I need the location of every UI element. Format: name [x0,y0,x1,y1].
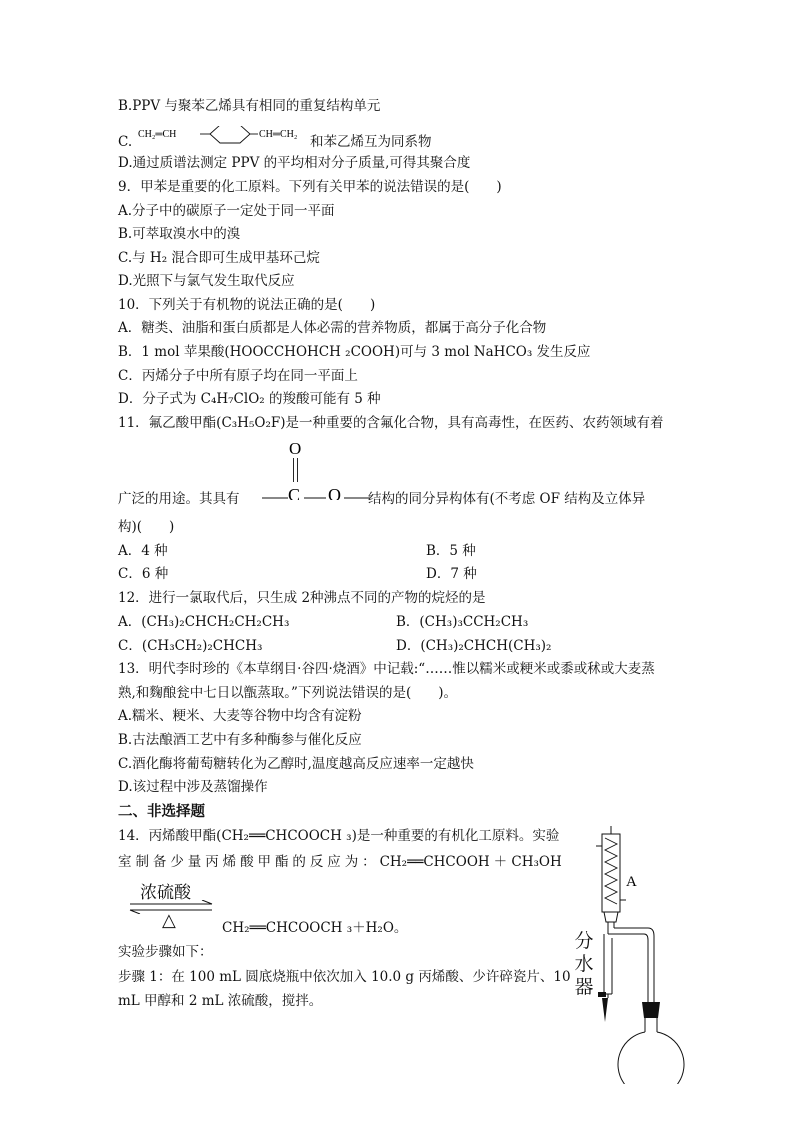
q12-stem: 12．进行一氯取代后，只生成 2种沸点不同的产物的烷烃的是 [118,590,486,606]
q14-line2-segment: 酸 [240,854,254,870]
q14-line2-segment: 甲 [257,854,271,870]
q10-stem: 10．下列关于有机物的说法正确的是( ) [118,297,376,313]
q14-line2-segment: 反 [309,854,324,870]
q14-line2-segment: ： [362,854,376,870]
q14-line2-segment: 酯 [274,854,289,870]
q9-option-b: B.可萃取溴水中的溴 [118,226,241,242]
condenser-label-a: A [626,874,637,890]
q13-option-c: C.酒化酶将葡萄糖转化为乙醇时,温度越高反应速率一定越快 [118,756,474,772]
ester-carbon: C [288,485,301,500]
q8-option-c-text: 和苯乙烯互为同系物 [310,134,432,150]
q9-option-c: C.与 H₂ 混合即可生成甲基环己烷 [118,250,320,266]
q14-line2-segment: CH₂══CHCOOH [379,854,490,870]
q14-line2-segment: 的 [292,854,306,870]
ester-carbonyl-oxygen: O [289,439,302,458]
q8-option-c-label: C. [118,134,133,150]
q12-option-c: C．(CH₃CH₂)₂CHCH₃ [118,638,263,654]
q10-option-c: C．丙烯分子中所有原子均在同一平面上 [118,368,358,384]
q12-option-a: A．(CH₃)₂CHCH₂CH₂CH₃ [118,614,290,630]
q8-option-d: D.通过质谱法测定 PPV 的平均相对分子质量,可得其聚合度 [118,155,471,171]
q9-stem: 9．甲苯是重要的化工原料。下列有关甲苯的说法错误的是( ) [118,179,502,195]
divinylbenzene-structure [136,126,306,152]
q11-stem-line3: 构)( ) [118,519,175,535]
q14-steps-title: 实验步骤如下： [118,944,213,960]
water-separator-char-1: 分 [574,930,594,952]
q8-option-b: B.PPV 与聚苯乙烯具有相同的重复结构单元 [118,98,381,114]
q14-step1-line1: 步骤 1：在 100 mL 圆底烧瓶中依次加入 10.0 g 丙烯酸、少许碎瓷片、10 [118,969,571,985]
q14-line2-segment: ＋ CH₃OH [493,854,562,870]
q12-option-d: D．(CH₃)₂CHCH(CH₃)₂ [396,638,552,654]
water-separator-char-2: 水 [574,953,594,975]
q14-line2-segment: 应 [327,854,341,870]
q11-option-b: B．5 种 [426,543,476,559]
q10-option-d: D．分子式为 C₄H₇ClO₂ 的羧酸可能有 5 种 [118,391,381,407]
q11-stem-line2-start: 广泛的用途。其具有 [118,491,240,507]
q11-stem-line2-end: 结构的同分异构体有(不考虑 OF 结构及立体异 [368,491,646,507]
structure-right-group: CH═CH₂ [259,129,298,140]
reaction-product: CH₂══CHCOOCH ₃＋H₂O。 [222,920,408,936]
q14-line2-segment: 备 [152,854,167,870]
q13-option-a: A.糯米、粳米、大麦等谷物中均含有淀粉 [118,708,362,724]
q14-line2-segment: 制 [135,854,149,870]
q11-option-a: A．4 种 [118,543,168,559]
q14-line2-segment: 烯 [222,854,237,870]
q12-option-b: B．(CH₃)₃CCH₂CH₃ [396,614,529,630]
ester-structure [258,436,378,500]
reaction-catalyst: 浓硫酸 [140,883,191,903]
q11-option-d: D．7 种 [426,566,477,582]
reaction-heat-symbol: △ [162,910,176,931]
q13-stem-line1: 13．明代李时珍的《本草纲目·谷四·烧酒》中记载:“……惟以糯米或粳米或黍或秫或大麦蒸 [118,661,655,677]
q14-step1-line2: mL 甲醇和 2 mL 浓硫酸，搅拌。 [118,993,323,1009]
section-heading: 二、非选择题 [118,804,205,820]
q14-line2-segment: 丙 [205,854,219,870]
q9-option-a: A.分子中的碳原子一定处于同一平面 [118,203,335,219]
q11-option-c: C．6 种 [118,566,169,582]
q10-option-b: B．1 mol 苹果酸(HOOCCHOHCH ₂COOH)可与 3 mol NaHCO₃ 发生反应 [118,344,591,360]
q11-stem-line1: 11．氟乙酸甲酯(C₃H₅O₂F)是一种重要的含氟化合物，具有高毒性，在医药、农药领域有着 [118,415,664,431]
q14-line2 [118,852,562,872]
q9-option-d: D.光照下与氯气发生取代反应 [118,273,295,289]
structure-left-group: CH₂═CH [138,129,177,140]
q10-option-a: A．糖类、油脂和蛋白质都是人体必需的营养物质，都属于高分子化合物 [118,320,547,336]
water-separator-label [572,930,596,999]
q14-line2-segment: 为 [344,854,359,870]
q13-option-b: B.古法酿酒工艺中有多种酶参与催化反应 [118,732,362,748]
q14-line2-segment: 量 [187,854,202,870]
q13-stem-line2: 熟,和麴酿瓮中七日以甑蒸取。”下列说法错误的是( )。 [118,685,457,701]
q14-line2-segment: 室 [118,854,132,870]
q14-line1: 14．丙烯酸甲酯(CH₂══CHCOOCH ₃)是一种重要的有机化工原料。实验 [118,828,560,844]
ester-oxygen: O [328,485,341,500]
q13-option-d: D.该过程中涉及蒸馏操作 [118,779,268,795]
q14-line2-segment: 少 [170,854,184,870]
water-separator-char-3: 器 [574,976,594,998]
